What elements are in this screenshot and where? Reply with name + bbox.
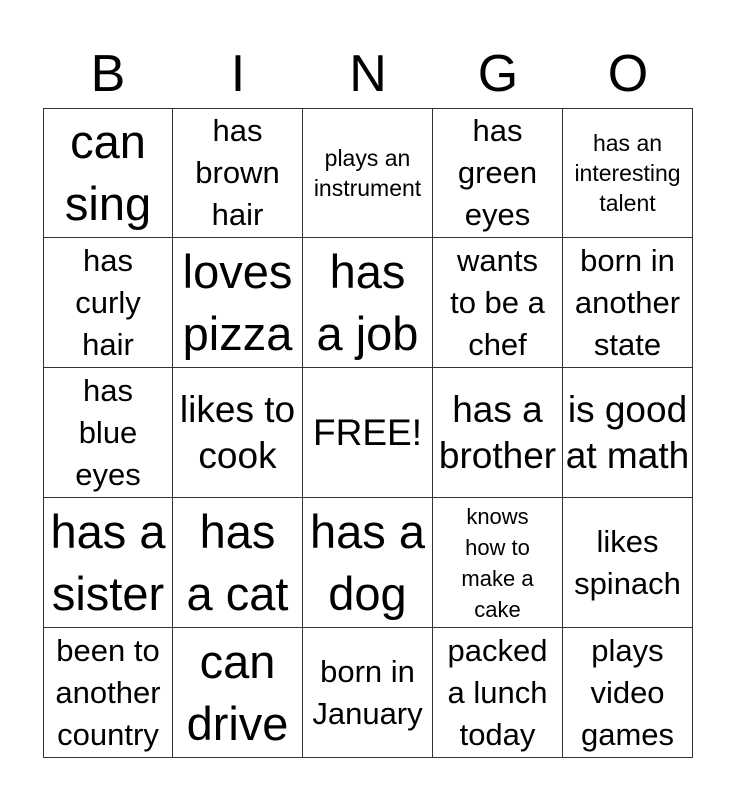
bingo-cell[interactable] — [433, 628, 563, 758]
bingo-cell-line: been to — [56, 632, 160, 668]
bingo-cell-line: spinach — [574, 565, 681, 601]
bingo-cell[interactable] — [173, 108, 303, 238]
bingo-cell-line: state — [593, 326, 662, 362]
bingo-cell-line: likes — [596, 523, 659, 559]
bingo-cell-line: games — [580, 716, 675, 752]
bingo-cell-line: dog — [328, 566, 407, 620]
bingo-cell-text — [317, 241, 419, 365]
bingo-cell[interactable] — [173, 368, 303, 498]
bingo-cell-line: wants — [457, 242, 538, 278]
bingo-cell[interactable] — [303, 368, 433, 498]
bingo-cell-text — [574, 521, 681, 605]
bingo-cell-text — [448, 630, 548, 756]
bingo-cell-line: chef — [468, 326, 527, 362]
bingo-cell-text — [55, 630, 160, 756]
bingo-cell[interactable] — [173, 628, 303, 758]
bingo-cell-line: sister — [51, 566, 165, 620]
bingo-cell-line: FREE! — [313, 411, 422, 453]
bingo-cell-text — [313, 410, 422, 456]
bingo-cell-line: has a — [452, 388, 543, 430]
bingo-cell-line: cake — [474, 596, 521, 622]
bingo-cell-text — [439, 387, 556, 479]
bingo-cell-line: packed — [447, 632, 548, 668]
bingo-cell-text — [314, 143, 421, 203]
bingo-cell-line: a lunch — [447, 674, 548, 710]
bingo-cell[interactable] — [43, 238, 173, 368]
bingo-cell-line: blue — [78, 414, 138, 450]
header-letter-i: I — [230, 45, 246, 103]
bingo-cell-line: hair — [82, 326, 134, 362]
bingo-cell[interactable] — [563, 108, 693, 238]
bingo-cell-line: green — [457, 155, 538, 190]
bingo-cell-text — [187, 631, 289, 755]
bingo-cell-line: loves — [182, 244, 293, 298]
bingo-cell-line: eyes — [464, 197, 531, 232]
bingo-cell-line: cook — [198, 434, 277, 476]
bingo-cell[interactable] — [433, 368, 563, 498]
header-letter-n: N — [349, 45, 387, 103]
bingo-cell-line: another — [574, 284, 681, 320]
bingo-cell-text — [51, 501, 166, 625]
bingo-cell[interactable] — [173, 498, 303, 628]
bingo-cell-line: interesting — [574, 160, 681, 186]
bingo-cell-line: knows — [466, 503, 529, 529]
bingo-cell[interactable] — [563, 368, 693, 498]
bingo-cell-text — [195, 110, 279, 236]
bingo-cell-text — [312, 651, 422, 735]
bingo-cell-line: has — [472, 113, 523, 148]
bingo-cell-line: has — [83, 242, 133, 278]
bingo-cell-line: video — [590, 674, 665, 710]
bingo-cell-line: January — [312, 695, 423, 731]
header-letter-o: O — [607, 45, 649, 103]
bingo-cell-line: likes to — [179, 388, 296, 430]
bingo-cell[interactable] — [563, 628, 693, 758]
bingo-cell-line: has an — [592, 130, 663, 156]
bingo-cell-line: instrument — [313, 175, 422, 201]
bingo-cell-line: curly — [75, 284, 141, 320]
bingo-cell[interactable] — [43, 498, 173, 628]
bingo-cell-line: has — [83, 372, 133, 408]
bingo-cell[interactable] — [43, 628, 173, 758]
bingo-cell[interactable] — [563, 498, 693, 628]
bingo-cell-line: has — [212, 113, 263, 148]
bingo-cell-text — [450, 240, 545, 366]
bingo-cell-text — [581, 630, 674, 756]
bingo-cell[interactable] — [173, 238, 303, 368]
bingo-cell-line: has a — [50, 504, 166, 558]
bingo-cell-text — [65, 111, 151, 235]
bingo-cell[interactable] — [433, 238, 563, 368]
bingo-cell-text — [180, 387, 295, 479]
header-letter-g: G — [477, 45, 519, 103]
bingo-cell-line: today — [459, 716, 536, 752]
bingo-cell-line: how to — [465, 534, 530, 560]
bingo-board — [43, 108, 693, 758]
bingo-cell[interactable] — [303, 238, 433, 368]
bingo-cell-line: talent — [599, 190, 656, 216]
bingo-cell-text — [566, 387, 689, 479]
bingo-header — [43, 40, 693, 108]
bingo-cell-line: can — [199, 634, 276, 688]
bingo-cell-line: plays an — [324, 145, 411, 171]
bingo-cell[interactable] — [303, 108, 433, 238]
bingo-cell-text — [187, 501, 289, 625]
bingo-cell-text — [310, 501, 425, 625]
header-letter-b: B — [90, 45, 126, 103]
bingo-cell-text — [75, 370, 140, 496]
bingo-cell-line: born in — [580, 242, 675, 278]
bingo-cell-line: hair — [211, 197, 264, 232]
bingo-cell-line: eyes — [75, 456, 141, 492]
bingo-cell-text — [575, 240, 680, 366]
bingo-cell-line: can — [70, 115, 146, 168]
bingo-cell-line: country — [57, 716, 159, 752]
bingo-cell-line: has — [329, 244, 406, 298]
bingo-cell-line: sing — [64, 177, 152, 230]
bingo-cell-text — [183, 241, 293, 365]
bingo-cell-line: has a — [310, 504, 425, 558]
bingo-cell-text — [574, 128, 680, 218]
bingo-cell-line: has — [199, 504, 276, 558]
bingo-cell-line: brother — [438, 434, 557, 476]
bingo-cell[interactable] — [303, 498, 433, 628]
bingo-cell-line: is good — [567, 388, 688, 430]
bingo-cell-line: make a — [461, 565, 534, 591]
bingo-cell[interactable] — [43, 368, 173, 498]
bingo-cell-line: a job — [316, 306, 419, 360]
bingo-cell[interactable] — [433, 108, 563, 238]
bingo-cell-line: brown — [195, 155, 280, 190]
bingo-cell[interactable] — [43, 108, 173, 238]
bingo-cell-text — [458, 110, 537, 236]
bingo-cell[interactable] — [303, 628, 433, 758]
bingo-cell-line: pizza — [182, 306, 293, 360]
bingo-cell-line: a cat — [186, 566, 289, 620]
bingo-cell-text — [75, 240, 140, 366]
bingo-cell[interactable] — [563, 238, 693, 368]
bingo-cell-line: another — [55, 674, 161, 710]
bingo-cell-line: plays — [591, 632, 664, 668]
bingo-cell[interactable] — [433, 498, 563, 628]
bingo-cell-line: at math — [565, 434, 690, 476]
bingo-cell-line: born in — [320, 653, 415, 689]
bingo-cell-line: to be a — [450, 284, 545, 320]
bingo-cell-line: drive — [186, 696, 289, 750]
bingo-cell-text — [461, 501, 533, 625]
